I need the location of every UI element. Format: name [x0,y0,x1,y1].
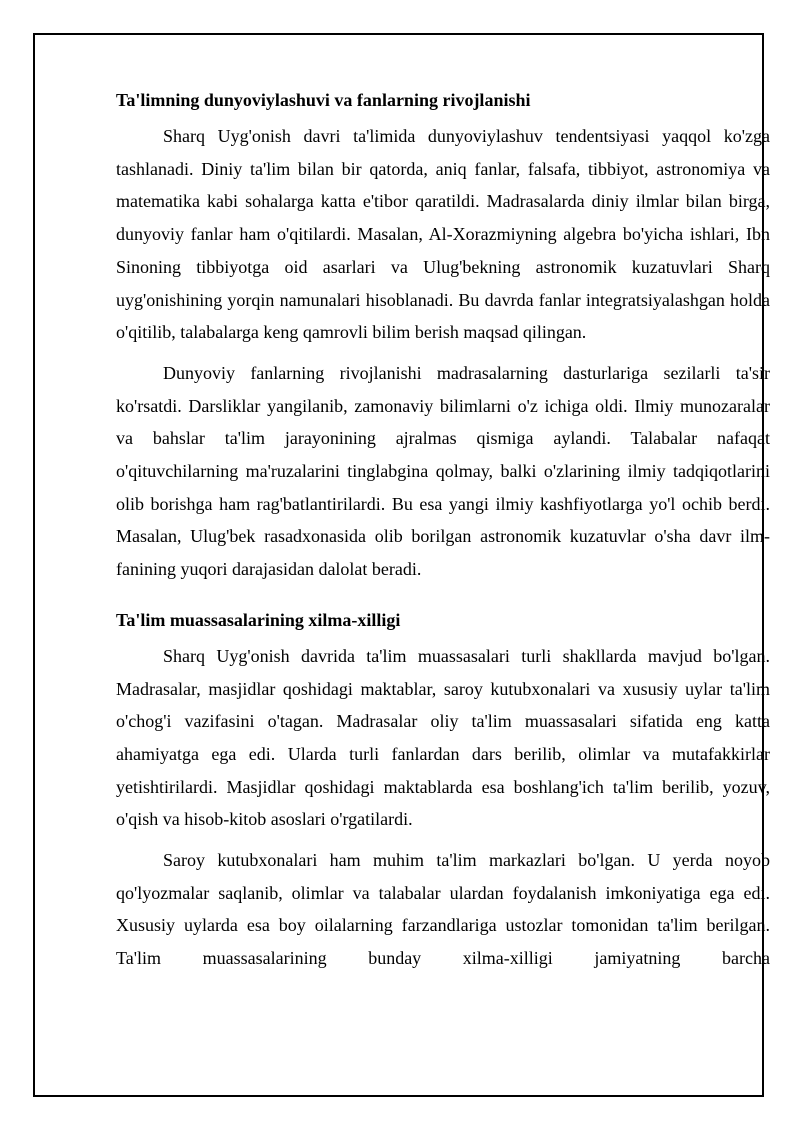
paragraph: Sharq Uyg'onish davri ta'limida dunyoviylashuv tendentsiyasi yaqqol ko'zga tashlanadi. Diniy ta'lim bilan bir qatorda, aniq fanlar, falsafa, tibbiyot, astronomiya va matematika kabi sohalarga katta e'tibor qaratildi. Madrasalarda diniy ilmlar bilan birga, dunyoviy fanlar ham o'qitilardi. Masalan, Al-Xorazmiyning algebra bo'yicha ishlari, Ibn Sinoning tibbiyotga oid asarlari va Ulug'bekning astronomik kuzatuvlari Sharq uyg'onishining yorqin namunalari hisoblanadi. Bu davrda fanlar integratsiyalashgan holda o'qitilib, talabalarga keng qamrovli bilim berish maqsad qilingan. [116,126,770,343]
paragraph: Dunyoviy fanlarning rivojlanishi madrasalarning dasturlariga sezilarli ta'sir ko'rsatdi. Darsliklar yangilanib, zamonaviy bilimlarni o'z ichiga oldi. Ilmiy munozaralar va bahslar ta'lim jarayonining ajralmas qismiga aylandi. Talabalar nafaqat o'qituvchilarning ma'ruzalarini tinglabgina qolmay, balki o'zlarining ilmiy tadqiqotlarini olib borishga ham rag'batlantirilardi. Bu esa yangi ilmiy kashfiyotlarga yo'l ochib berdi. Masalan, Ulug'bek rasadxonasida olib borilgan astronomik kuzatuvlar o'sha davr ilm-fanining yuqori darajasidan dalolat beradi. [116,362,770,580]
section-heading-secularization: Ta'limning dunyoviylashuvi va fanlarning rivojlanishi [116,90,531,110]
paragraph: Saroy kutubxonalari ham muhim ta'lim markazlari bo'lgan. U yerda noyob qo'lyozmalar saqlanib, olimlar va talabalar ulardan foydalanish imkoniyatiga ega edi. Xususiy uylarda esa boy oilalarning farzandlariga ustozlar tomonidan ta'lim berilgan. Ta'lim muassasalarining bunday xilma-xilligi jamiyatning barcha [116,850,770,969]
paragraph: Sharq Uyg'onish davrida ta'lim muassasalari turli shakllarda mavjud bo'lgan. Madrasalar, masjidlar qoshidagi maktablar, saroy kutubxonalari va xususiy uylar ta'lim o'chog'i vazifasini o'tagan. Madrasalar oliy ta'lim muassasalari sifatida eng katta ahamiyatga ega edi. Ularda turli fanlardan dars berilib, olimlar va mutafakkirlar yetishtirilardi. Masjidlar qoshidagi maktablarda esa boshlang'ich ta'lim berilib, yozuv, o'qish va hisob-kitob asoslari o'rgatilardi. [116,645,770,830]
document-body [116,84,770,983]
section-heading-institutions: Ta'lim muassasalarining xilma-xilligi [116,609,401,630]
